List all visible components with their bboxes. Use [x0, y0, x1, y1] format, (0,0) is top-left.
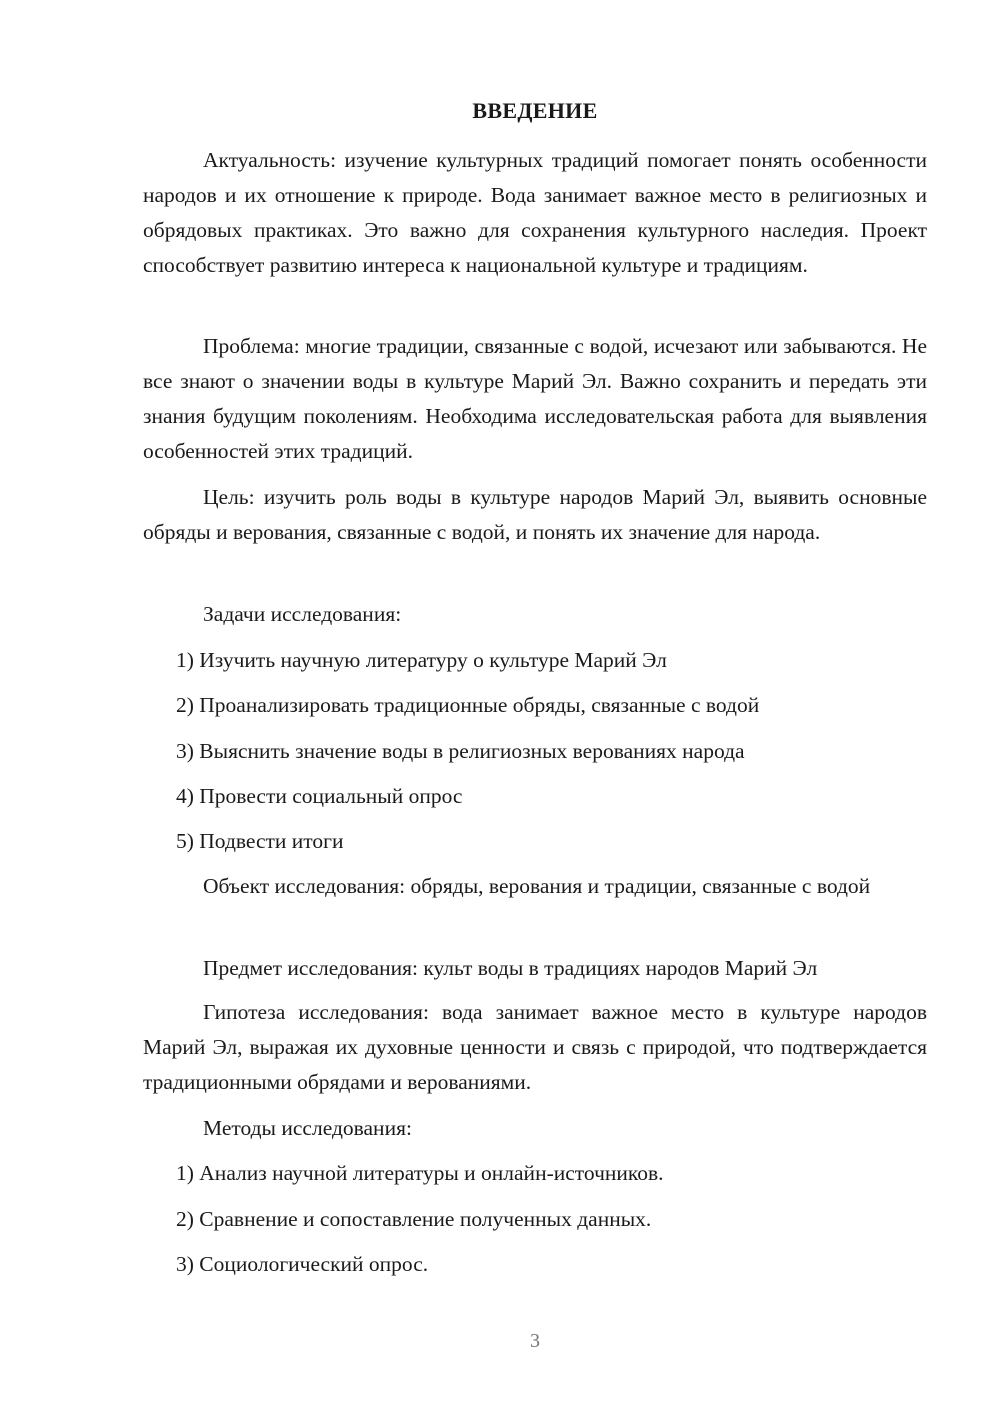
task-item: 4) Провести социальный опрос [176, 784, 463, 808]
subject-paragraph: Предмет исследования: культ воды в традициях народов Марий Эл [203, 956, 818, 980]
task-item: 5) Подвести итоги [176, 829, 344, 853]
methods-heading: Методы исследования: [203, 1116, 412, 1140]
page-number: 3 [530, 1330, 540, 1352]
task-item: 2) Проанализировать традиционные обряды, связанные с водой [176, 693, 760, 717]
tasks-heading: Задачи исследования: [203, 602, 402, 626]
method-item: 1) Анализ научной литературы и онлайн-источников. [176, 1161, 664, 1185]
problem-paragraph: Проблема: многие традиции, связанные с водой, исчезают или забываются. Не все знают о значении воды в культуре Марий Эл. Важно сохранить и передать эти знания будущим поколениям. Необходима исследовательская работа для выявления особенностей этих традиций. [143, 334, 927, 463]
document-title: ВВЕДЕНИЕ [472, 98, 598, 123]
method-item: 2) Сравнение и сопоставление полученных данных. [176, 1207, 652, 1231]
task-item: 1) Изучить научную литературу о культуре Марий Эл [176, 648, 667, 672]
task-item: 3) Выяснить значение воды в религиозных верованиях народа [176, 739, 745, 763]
object-paragraph: Объект исследования: обряды, верования и традиции, связанные с водой [203, 874, 871, 898]
relevance-paragraph: Актуальность: изучение культурных традиций помогает понять особенности народов и их отношение к природе. Вода занимает важное место в религиозных и обрядовых практиках. Это важно для сохранения культурного наследия. Проект способствует развитию интереса к национальной культуре и традициям. [143, 148, 927, 277]
goal-paragraph: Цель: изучить роль воды в культуре народов Марий Эл, выявить основные обряды и верования, связанные с водой, и понять их значение для народа. [143, 485, 927, 544]
method-item: 3) Социологический опрос. [176, 1252, 429, 1276]
hypothesis-paragraph: Гипотеза исследования: вода занимает важное место в культуре народов Марий Эл, выражая их духовные ценности и связь с природой, что подтверждается традиционными обрядами и верованиями. [143, 1000, 927, 1094]
